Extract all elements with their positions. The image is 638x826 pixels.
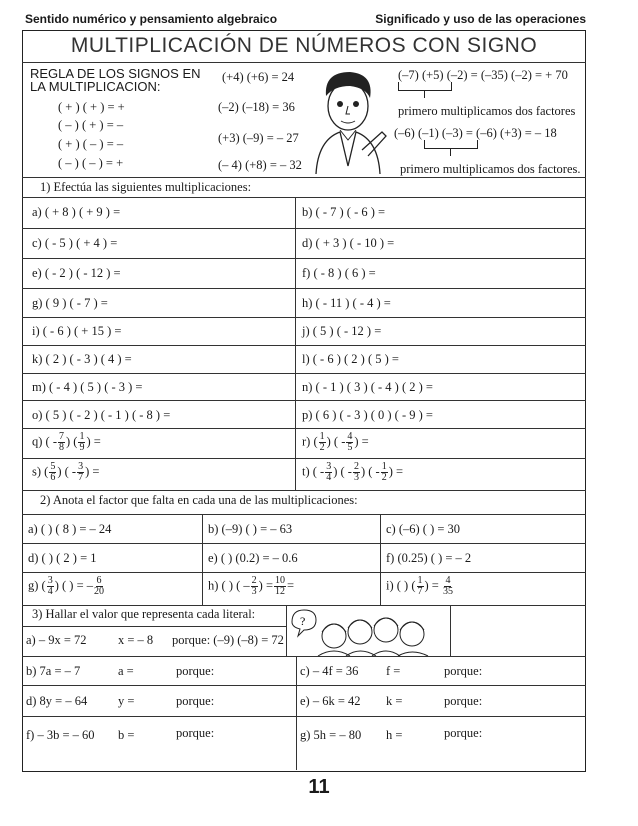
h-den2: 12 <box>275 586 285 597</box>
s-den2: 7 <box>78 472 84 483</box>
divider <box>22 656 586 657</box>
i-num2: 4 <box>445 575 451 586</box>
s-num1: 5 <box>50 461 56 472</box>
divider <box>22 288 586 289</box>
h-den1: 3 <box>251 586 257 597</box>
reason-3c: porque: <box>444 664 483 678</box>
s-num2: 3 <box>78 461 84 472</box>
exercise-1k: k) ( 2 ) ( - 3 ) ( 4 ) = <box>32 352 132 366</box>
rule-heading-1: REGLA DE LOS SIGNOS EN <box>30 66 201 81</box>
g-den1: 4 <box>47 586 53 597</box>
reason-3d: porque: <box>176 694 215 708</box>
exercise-1e: e) ( - 2 ) ( - 12 ) = <box>32 266 121 280</box>
exercise-2b: b) (–9) ( ) = – 63 <box>208 522 293 536</box>
exercise-1f: f) ( - 8 ) ( 6 ) = <box>302 266 376 280</box>
t-num1: 3 <box>326 461 332 472</box>
exercise-2c: c) (–6) ( ) = 30 <box>386 522 461 536</box>
exercise-1h: h) ( - 11 ) ( - 4 ) = <box>302 296 391 310</box>
exercise-3a-value: x = – 8 <box>118 633 154 647</box>
page-title: MULTIPLICACIÓN DE NÚMEROS CON SIGNO <box>70 34 538 57</box>
r-num2: 4 <box>347 431 353 442</box>
exercise-3a-equation: a) – 9x = 72 <box>26 633 87 647</box>
t-den3: 2 <box>381 472 387 483</box>
exercise-2f: f) (0.25) ( ) = – 2 <box>386 551 472 565</box>
t-num2: 2 <box>353 461 359 472</box>
i-den2: 35 <box>442 586 453 597</box>
example-chain-1: (–7) (+5) (–2) = (–35) (–2) = + 70 <box>398 68 568 82</box>
exercise-1s: s) ( $\frac{5}{6}$ ) ( - $\frac{3}{7}$ ) = <box>32 461 100 483</box>
t-den2: 3 <box>353 472 359 483</box>
divider <box>22 177 586 178</box>
example-4: (– 4) (+8) = – 32 <box>218 158 302 172</box>
example-chain-2: (–6) (–1) (–3) = (–6) (+3) = – 18 <box>394 126 557 140</box>
header-right: Significado y uso de las operaciones <box>375 12 586 26</box>
exercise-2e: e) ( ) (0.2) = – 0.6 <box>208 551 298 565</box>
divider <box>22 572 586 573</box>
exercise-1g: g) ( 9 ) ( - 7 ) = <box>32 296 108 310</box>
literal-f: f = <box>386 664 401 678</box>
exercise-3f: f) – 3b = – 60 <box>26 728 95 742</box>
exercise-1i: i) ( - 6 ) ( + 15 ) = <box>32 324 122 338</box>
divider <box>22 197 586 198</box>
exercise-2d: d) ( ) ( 2 ) = 1 <box>28 551 97 565</box>
bracket-stem <box>424 90 425 98</box>
h-pre: h) ( ) ( – <box>208 578 250 593</box>
s-den1: 6 <box>50 472 56 483</box>
exercise-3b: b) 7a = – 7 <box>26 664 81 678</box>
h-post: = <box>287 578 295 593</box>
note-1: primero multiplicamos dos factores <box>398 104 576 118</box>
t-num3: 1 <box>381 461 387 472</box>
i-pre: i) ( ) ( <box>386 578 416 593</box>
page-number: 11 <box>308 776 330 798</box>
rule-heading-2: LA MULTIPLICACION: <box>30 79 161 94</box>
exercise-1o: o) ( 5 ) ( - 2 ) ( - 1 ) ( - 8 ) = <box>32 408 171 422</box>
divider <box>22 317 586 318</box>
reason-3f: porque: <box>176 726 215 740</box>
section1-heading: 1) Efectúa las siguientes multiplicaciones: <box>40 180 252 194</box>
exercise-1n: n) ( - 1 ) ( 3 ) ( - 4 ) ( 2 ) = <box>302 380 433 394</box>
q-num1: 7 <box>59 431 64 442</box>
divider <box>295 197 296 491</box>
exercise-1l: l) ( - 6 ) ( 2 ) ( 5 ) = <box>302 352 399 366</box>
g-mid: ) ( ) = – <box>54 578 94 593</box>
children-illustration <box>288 606 448 656</box>
divider <box>22 458 586 459</box>
bracket <box>424 140 478 149</box>
exercise-2a: a) ( ) ( 8 ) = – 24 <box>28 522 112 536</box>
section2-heading: 2) Anota el factor que falta en cada una de las multiplicaciones: <box>40 493 358 507</box>
exercise-1a: a) ( + 8 ) ( + 9 ) = <box>32 205 121 219</box>
t-label: t) <box>302 464 310 479</box>
q-den1: 8 <box>59 442 64 453</box>
divider <box>22 345 586 346</box>
h-num2: 10 <box>275 575 285 586</box>
divider <box>286 605 287 656</box>
exercise-1j: j) ( 5 ) ( - 12 ) = <box>302 324 382 338</box>
literal-k: k = <box>386 694 403 708</box>
t-den1: 4 <box>326 472 332 483</box>
divider <box>22 428 586 429</box>
divider <box>22 400 586 401</box>
divider <box>450 605 451 656</box>
r-num1: 1 <box>319 431 325 442</box>
divider <box>22 228 586 229</box>
i-mid: ) = <box>424 578 439 593</box>
h-mid: ) = <box>258 578 273 593</box>
q-den2: 9 <box>79 442 85 453</box>
bracket <box>398 82 452 91</box>
r-den2: 5 <box>347 442 353 453</box>
divider <box>22 490 586 491</box>
i-num1: 1 <box>417 575 423 586</box>
divider <box>296 656 297 770</box>
exercise-1q: q) ( - $\frac{7}{8}$ ) ( $\frac{1}{9}$ ) = <box>32 431 101 453</box>
r-label: r) <box>302 434 311 449</box>
h-num1: 2 <box>251 575 257 586</box>
header-left: Sentido numérico y pensamiento algebraico <box>25 12 278 26</box>
reason-3b: porque: <box>176 664 215 678</box>
literal-b: b = <box>118 728 135 742</box>
exercise-3g: g) 5h = – 80 <box>300 728 362 742</box>
sign-rule-4: ( – ) ( – ) = + <box>58 156 124 170</box>
exercise-3d: d) 8y = – 64 <box>26 694 88 708</box>
g-num1: 3 <box>47 575 53 586</box>
i-den1: 7 <box>417 586 423 597</box>
reason-3e: porque: <box>444 694 483 708</box>
q-num2: 1 <box>79 431 85 442</box>
sign-rule-2: ( – ) ( + ) = – <box>58 118 124 132</box>
section3-heading: 3) Hallar el valor que representa cada literal: <box>32 607 256 621</box>
exercise-3e: e) – 6k = 42 <box>300 694 361 708</box>
literal-h: h = <box>386 728 403 742</box>
divider <box>22 685 586 686</box>
example-3: (+3) (–9) = – 27 <box>218 131 299 145</box>
divider <box>22 626 286 627</box>
exercise-1t: t) ( - $\frac{3}{4}$ ) ( - $\frac{2}{3}$ ) ( - $\frac{1}{2}$ ) = <box>302 461 404 483</box>
divider <box>22 716 586 717</box>
exercise-1r: r) ( $\frac{1}{2}$ ) ( - $\frac{4}{5}$ ) = <box>302 431 369 453</box>
literal-a: a = <box>118 664 134 678</box>
s-label: s) <box>32 464 42 479</box>
exercise-1d: d) ( + 3 ) ( - 10 ) = <box>302 236 395 250</box>
divider <box>22 543 586 544</box>
divider <box>22 258 586 259</box>
example-1: (+4) (+6) = 24 <box>222 70 295 84</box>
g-pre: g) <box>28 578 39 593</box>
exercise-1p: p) ( 6 ) ( - 3 ) ( 0 ) ( - 9 ) = <box>302 408 433 422</box>
bubble-question: ? <box>300 614 306 628</box>
divider <box>380 514 381 606</box>
exercise-1m: m) ( - 4 ) ( 5 ) ( - 3 ) = <box>32 380 143 394</box>
exercise-2i <box>386 576 454 597</box>
g-den2: 20 <box>94 586 105 597</box>
note-2: primero multiplicamos dos factores. <box>400 162 581 176</box>
divider <box>22 373 586 374</box>
exercise-1c: c) ( - 5 ) ( + 4 ) = <box>32 236 118 250</box>
sign-rule-3: ( + ) ( – ) = – <box>58 137 124 151</box>
sign-rule-1: ( + ) ( + ) = + <box>58 100 125 114</box>
divider <box>22 514 586 515</box>
bracket-stem <box>450 148 451 156</box>
divider <box>22 62 586 63</box>
exercise-3c: c) – 4f = 36 <box>300 664 359 678</box>
exercise-2h <box>208 576 294 597</box>
exercise-1b: b) ( - 7 ) ( - 6 ) = <box>302 205 386 219</box>
q-label: q) <box>32 434 43 449</box>
divider <box>202 514 203 606</box>
exercise-3a-reason: porque: (–9) (–8) = 72 <box>172 633 284 647</box>
reason-3g: porque: <box>444 726 483 740</box>
r-den1: 2 <box>319 442 325 453</box>
example-2: (–2) (–18) = 36 <box>218 100 295 114</box>
student-illustration <box>306 66 388 176</box>
literal-y: y = <box>118 694 135 708</box>
exercise-2g: g) ( $\frac{3}{4}$ ) ( ) = – $\frac{6}{20}$ <box>28 575 105 597</box>
g-num2: 6 <box>96 575 102 586</box>
